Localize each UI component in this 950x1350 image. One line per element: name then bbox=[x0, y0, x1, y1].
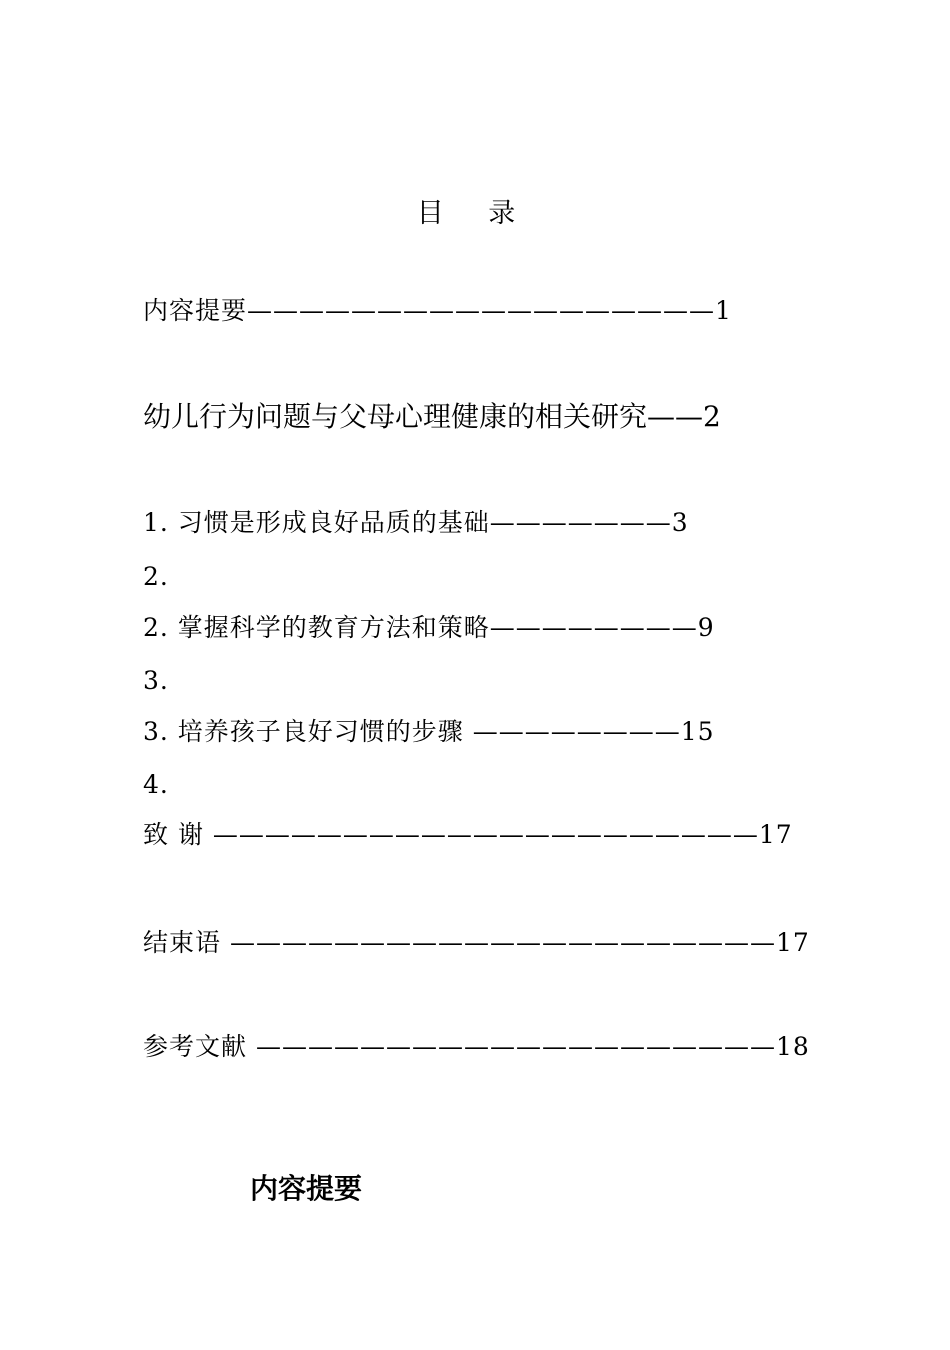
toc-entry-references: 参考文献 ————————————————————18 bbox=[143, 1032, 810, 1061]
toc-entry-habit-foundation: 1. 习惯是形成良好品质的基础———————3 bbox=[143, 508, 689, 537]
toc-entry-number-3: 3. bbox=[143, 666, 169, 695]
toc-entry-number-4: 4. bbox=[143, 770, 169, 799]
toc-entry-acknowledgements: 致 谢 —————————————————————17 bbox=[143, 820, 793, 849]
toc-entry-conclusion: 结束语 —————————————————————17 bbox=[143, 928, 810, 957]
toc-title: 目 录 bbox=[416, 198, 534, 229]
toc-entry-research: 幼儿行为问题与父母心理健康的相关研究——2 bbox=[143, 400, 721, 433]
section-heading-summary: 内容提要 bbox=[250, 1172, 363, 1205]
toc-entry-summary: 内容提要——————————————————1 bbox=[143, 296, 732, 325]
toc-entry-number-2: 2. bbox=[143, 562, 169, 591]
toc-entry-methods: 2. 掌握科学的教育方法和策略————————9 bbox=[143, 613, 715, 642]
toc-entry-steps: 3. 培养孩子良好习惯的步骤 ————————15 bbox=[143, 717, 715, 746]
